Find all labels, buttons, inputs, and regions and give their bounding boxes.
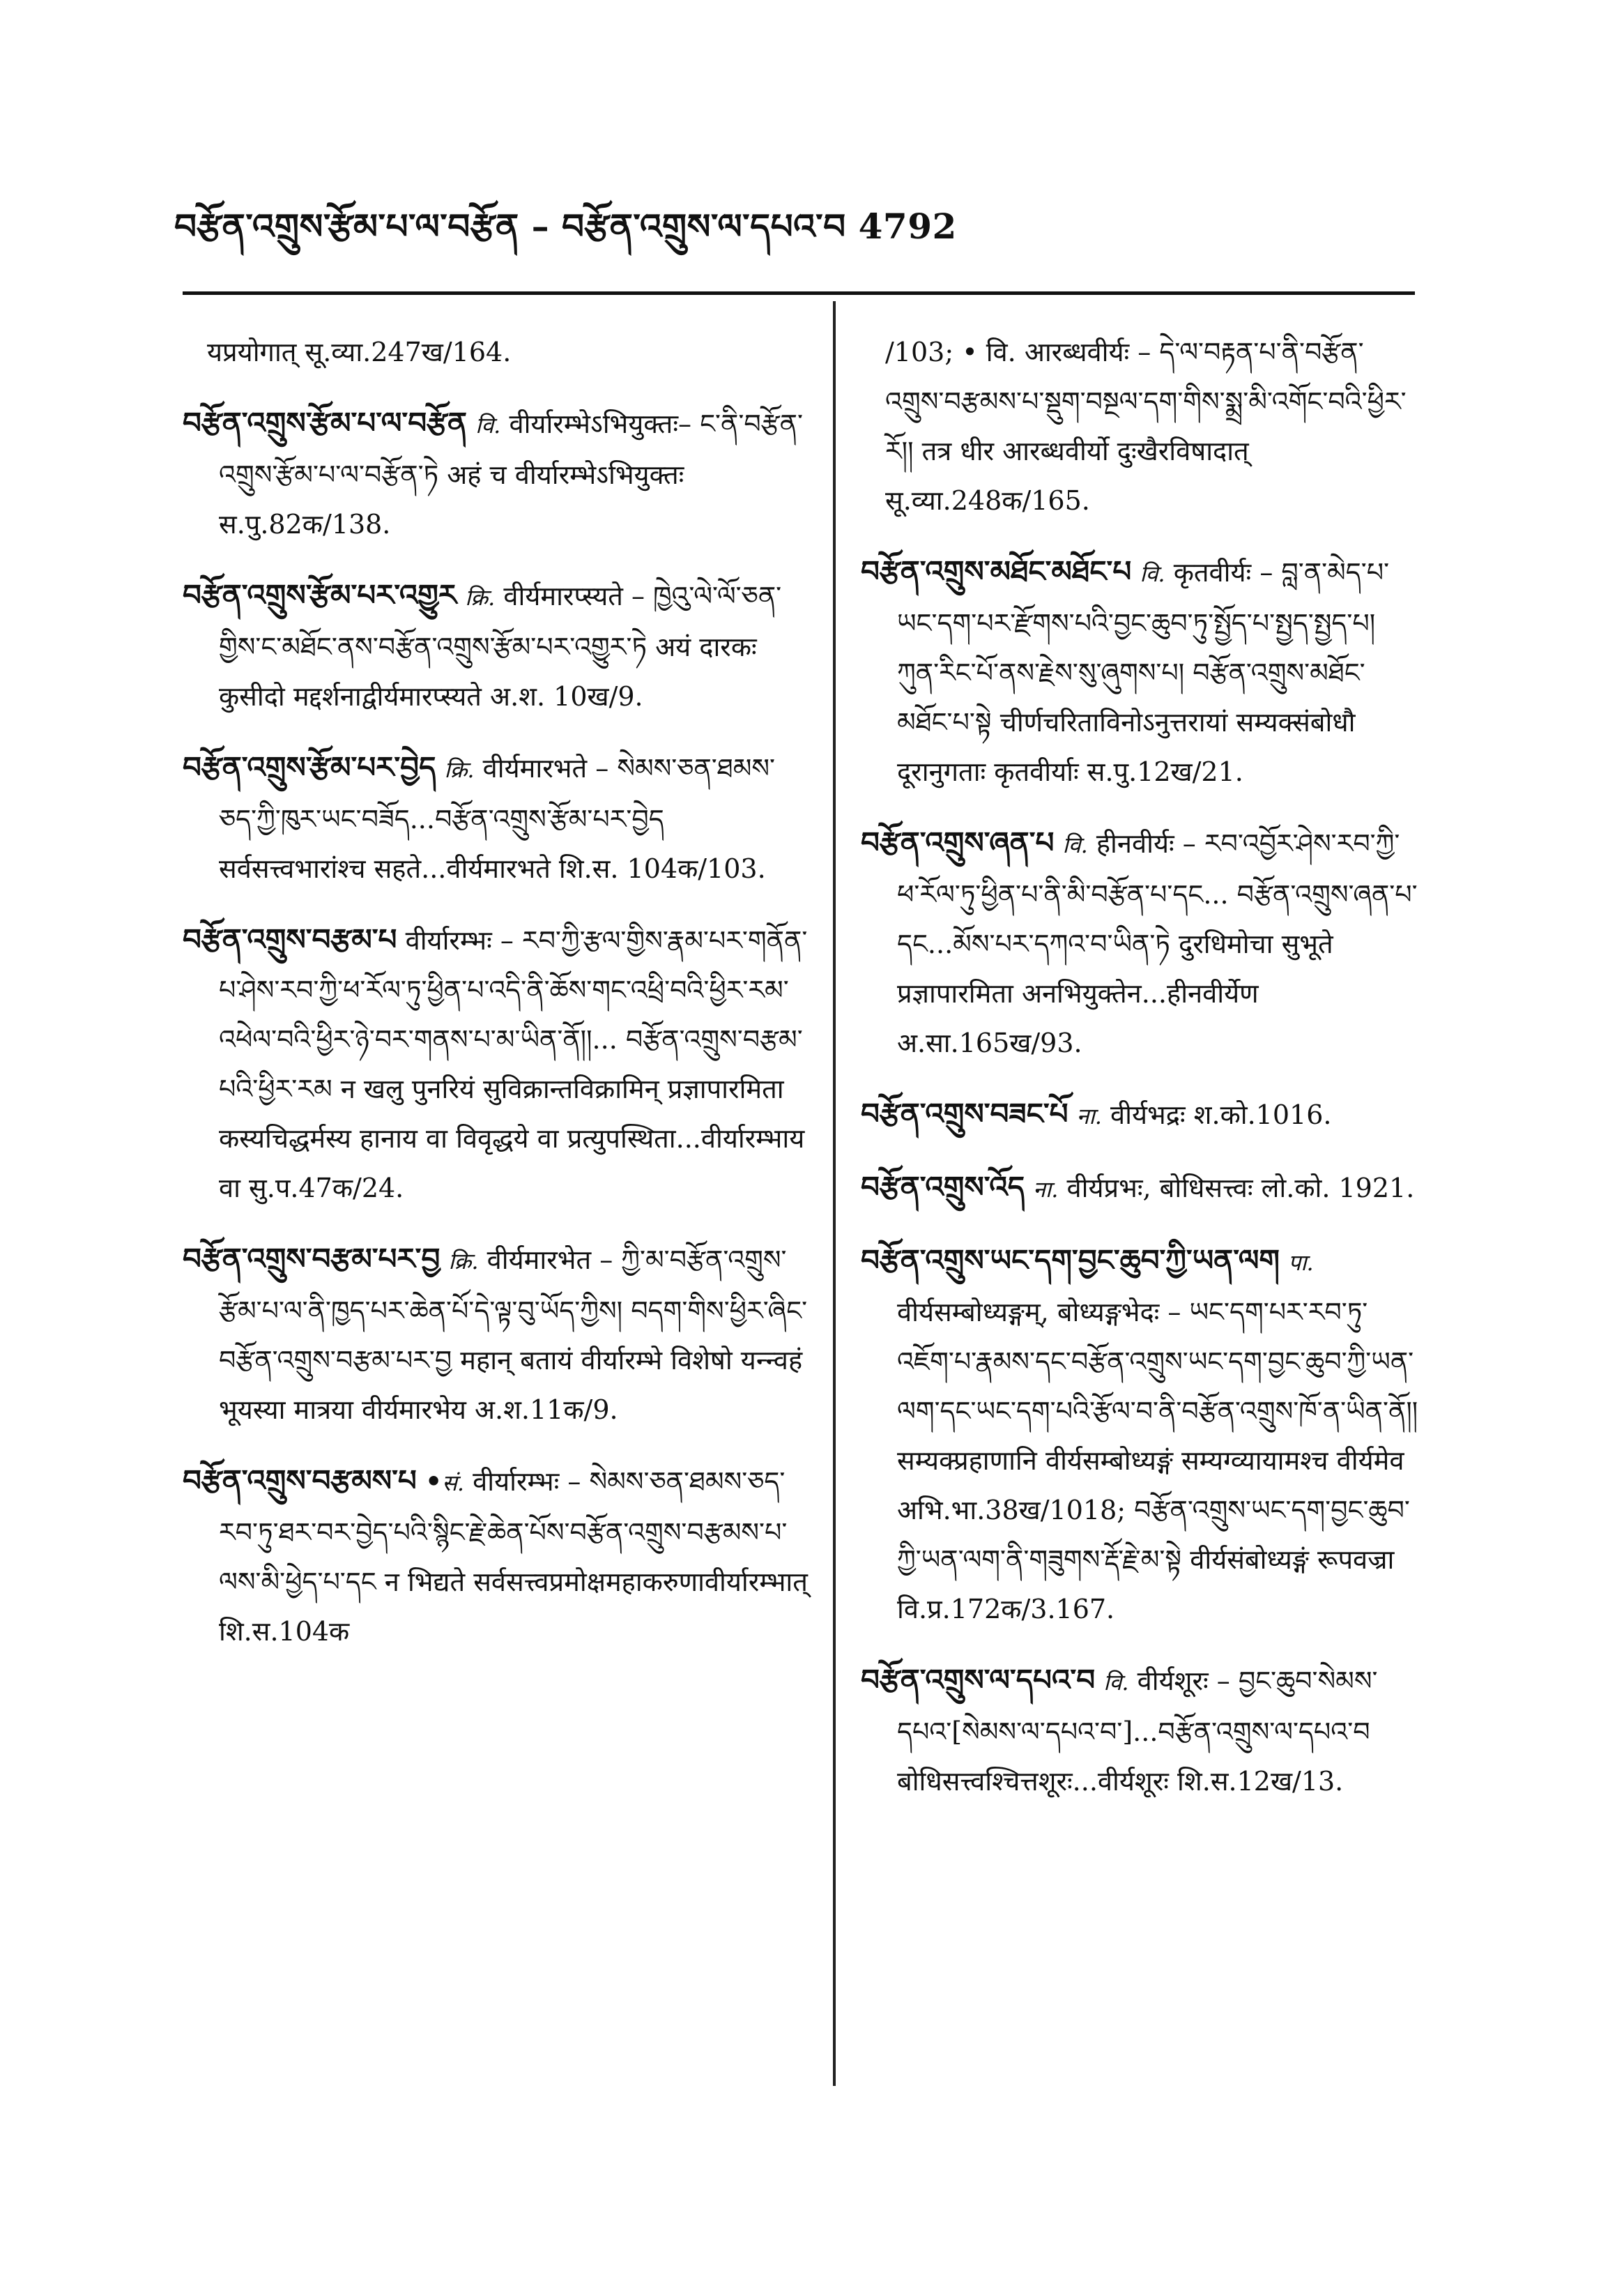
dictionary-entry <box>183 1234 810 1435</box>
entry-text: वीर्यभद्रः श.को.1016. <box>1110 1099 1332 1130</box>
part-of-speech: वि. <box>1140 561 1165 587</box>
headword: བརྩོན་འགྲུས་འོད <box>861 1170 1025 1204</box>
part-of-speech: वि. <box>1103 1669 1129 1696</box>
header-rule <box>183 291 1415 295</box>
dictionary-entry <box>183 1456 810 1656</box>
headword: བརྩོན་འགྲུས་བཟང་པོ <box>861 1097 1068 1131</box>
entry-text: वीर्यमारभेत – ཀྱི་མ་བརྩོན་འགྲུས་རྩོམ་པ་ལ་ནི་ཁྱད་པར་ཆེན་པོ་དེ་ལྟ་བུ་ཡོད་ཀྱིས། བདག་གིས་ཕྱིར་ཞིང་བརྩོན་འགྲུས་བརྩམ་པར་བྱ महान् बतायं वीर्यारम्भे विशेषो यन्न्वहं भूयस्या मात्रया वीर्यमारभेय अ.श.11क/9. <box>219 1244 808 1425</box>
headword: བརྩོན་འགྲུས་ཡང་དག་བྱང་ཆུབ་ཀྱི་ཡན་ལག <box>861 1243 1280 1277</box>
dictionary-entry <box>183 398 810 549</box>
entry-text: वीर्यशूरः – བྱང་ཆུབ་སེམས་དཔའ་[སེམས་ལ་དཔའ་བ་]...བརྩོན་འགྲུས་ལ་དཔའ་བ बोधिसत्त्वश्चित्तशूरः...वीर्यशूरः शि.स.12ख/13. <box>897 1666 1378 1797</box>
entry-text: वीर्यारम्भेऽभियुक्तः– ང་ནི་བརྩོན་འགྲུས་རྩོམ་པ་ལ་བརྩོན་ཏེ अहं च वीर्यारम्भेऽभियुक्तः स.पु.82क/138. <box>219 409 803 540</box>
dictionary-entry <box>861 1235 1418 1634</box>
headword: བརྩོན་འགྲུས་ཞན་པ <box>861 825 1055 860</box>
headword: བརྩོན་འགྲུས་ལ་དཔའ་བ <box>861 1663 1096 1697</box>
entry-text: वीर्यारम्भः – སེམས་ཅན་ཐམས་ཅད་རབ་ཏུ་ཐར་བར་བྱེད་པའི་སྙིང་རྗེ་ཆེན་པོས་བརྩོན་འགྲུས་བརྩམས་པ་ལས་མི་ཕྱེད་པ་དང न भिद्यते सर्वसत्त्वप्रमोक्षमहाकरुणावीर्यारम्भात् शि.स.104क <box>219 1466 808 1647</box>
dictionary-entry <box>861 1089 1418 1141</box>
right-column <box>861 328 1418 1827</box>
part-of-speech: सं. <box>442 1470 465 1496</box>
headword: བརྩོན་འགྲུས་རྩོམ་པ་ལ་བརྩོན <box>183 406 467 440</box>
headword: བརྩོན་འགྲུས་བརྩམ་པ <box>183 922 397 957</box>
headword: བརྩོན་འགྲུས་བརྩམ་པར་བྱ <box>183 1242 441 1276</box>
headword: བརྩོན་འགྲུས་རྩོམ་པར་བྱེད <box>183 750 436 784</box>
headword: བརྩོན་འགྲུས་མཐོང་མཐོང་པ <box>861 554 1132 588</box>
part-of-speech: पा. <box>1288 1249 1314 1276</box>
dictionary-entry <box>183 570 810 722</box>
entry-text: कृतवीर्यः – བླ་ན་མེད་པ་ཡང་དག་པར་རྫོགས་པའི་བྱང་ཆུབ་ཏུ་སྤྱོད་པ་སྤྱད་སྤྱད་པ། ཀུན་རིང་པོ་ནས་རྗེས་སུ་ཞུགས་པ། བརྩོན་འགྲུས་མཐོང་མཐོང་པ་སྟེ चीर्णचरिताविनोऽनुत्तरायां सम्यक्संबोधौ दूरानुगताः कृतवीर्याः स.पु.12ख/21. <box>897 557 1390 787</box>
part-of-speech: वि. <box>1062 832 1088 858</box>
entry-text: हीनवीर्यः – རབ་འབྱོར་ཤེས་རབ་ཀྱི་ཕ་རོལ་ཏུ་ཕྱིན་པ་ནི་མི་བརྩོན་པ་དང... བརྩོན་འགྲུས་ཞན་པ་དང...མོས་པར་དཀའ་བ་ཡིན་ཏེ दुरधिमोचा सुभूते प्रज्ञापारमिता अनभियुक्तेन...हीनवीर्येण अ.सा.165ख/93. <box>897 828 1418 1058</box>
page-header: བརྩོན་འགྲུས་རྩོམ་པ་ལ་བརྩོན – བརྩོན་འགྲུས་ལ་དཔའ་བ 4792 <box>174 206 957 247</box>
dictionary-entry <box>861 547 1418 797</box>
part-of-speech: क्रि. <box>465 584 496 611</box>
entry-text: यप्रयोगात् सू.व्या.247ख/164. <box>207 337 512 367</box>
entry-text: वीर्यसम्बोध्यङ्गम्, बोध्यङ्गभेदः – ཡང་དག་པར་རབ་ཏུ་འཇོག་པ་རྣམས་དང་བརྩོན་འགྲུས་ཡང་དག་བྱང་ཆུབ་ཀྱི་ཡན་ལག་དང་ཡང་དག་པའི་རྩོལ་བ་ནི་བརྩོན་འགྲུས་ཁོ་ན་ཡིན་ནོ།། सम्यक्प्रहाणानि वीर्यसम्बोध्यङ्गं सम्यग्व्यायामश्च वीर्यमेव अभि.भा.38ख/1018; བརྩོན་འགྲུས་ཡང་དག་བྱང་ཆུབ་ཀྱི་ཡན་ལག་ནི་གཟུགས་རྡོ་རྗེ་མ་སྟེ वीर्यसंबोध्यङ्गं रूपवज्रा वि.प्र.172क/3.167. <box>897 1297 1418 1624</box>
entry-text: /103; • वि. आरब्धवीर्यः – དེ་ལ་བརྟན་པ་ནི་བརྩོན་འགྲུས་བརྩམས་པ་སྡུག་བསྔལ་དག་གིས་སྨྲ་མི་འགོང་བའི་ཕྱིར་རོ།། तत्र धीर आरब्धवीर्यो दुःखैरविषादात् सू.व्या.248क/165. <box>885 337 1407 516</box>
left-column <box>183 328 810 1677</box>
part-of-speech: ना. <box>1076 1103 1102 1129</box>
dictionary-entry <box>861 1162 1418 1214</box>
entry-text: वीर्यमारभते – སེམས་ཅན་ཐམས་ཅད་ཀྱི་ཁུར་ཡང་བཟོད...བརྩོན་འགྲུས་རྩོམ་པར་བྱེད सर्वसत्त्वभारांश्च सहते...वीर्यमारभते शि.स. 104क/103. <box>219 753 776 884</box>
dictionary-entry <box>183 915 810 1213</box>
dictionary-entry <box>861 328 1418 526</box>
dictionary-entry <box>861 818 1418 1068</box>
dictionary-entry <box>861 1655 1418 1806</box>
column-divider <box>833 301 836 2086</box>
entry-text: वीर्यारम्भः – རབ་ཀྱི་རྩལ་གྱིས་རྣམ་པར་གནོན་པ་ཤེས་རབ་ཀྱི་ཕ་རོལ་ཏུ་ཕྱིན་པ་འདི་ནི་ཆོས་གང་འཕྲི་བའི་ཕྱིར་རམ་འཕེལ་བའི་ཕྱིར་ཉེ་བར་གནས་པ་མ་ཡིན་ནོ།།... བརྩོན་འགྲུས་བརྩམ་པའི་ཕྱིར་རམ न खलु पुनरियं सुविक्रान्तविक्रामिन् प्रज्ञापारमिता कस्यचिद्धर्मस्य हानाय वा विवृद्धये वा प्रत्युपस्थिता...वीर्यारम्भाय वा सु.प.47क/24. <box>219 925 808 1203</box>
part-of-speech: क्रि. <box>448 1248 479 1274</box>
dictionary-entry <box>183 328 810 377</box>
dictionary-entry <box>183 742 810 894</box>
headword: བརྩོན་འགྲུས་རྩོམ་པར་འགྱུར <box>183 578 457 612</box>
part-of-speech: वि. <box>475 412 501 439</box>
part-of-speech: ना. <box>1033 1176 1059 1203</box>
entry-text: वीर्यप्रभः, बोधिसत्त्वः लो.को. 1921. <box>1066 1173 1415 1203</box>
part-of-speech: क्रि. <box>444 756 475 783</box>
headword: བརྩོན་འགྲུས་བརྩམས་པ <box>183 1463 417 1498</box>
entry-text: वीर्यमारप्स्यते – ཁྱེའུ་ལེ་ལོ་ཅན་གྱིས་ང་མཐོང་ནས་བརྩོན་འགྲུས་རྩོམ་པར་འགྱུར་ཏེ अयं दारकः कुसीदो मद्दर्शनाद्वीर्यमारप्स्यते अ.श. 10ख/9. <box>219 581 782 712</box>
bullet-icon: • <box>424 1465 443 1497</box>
